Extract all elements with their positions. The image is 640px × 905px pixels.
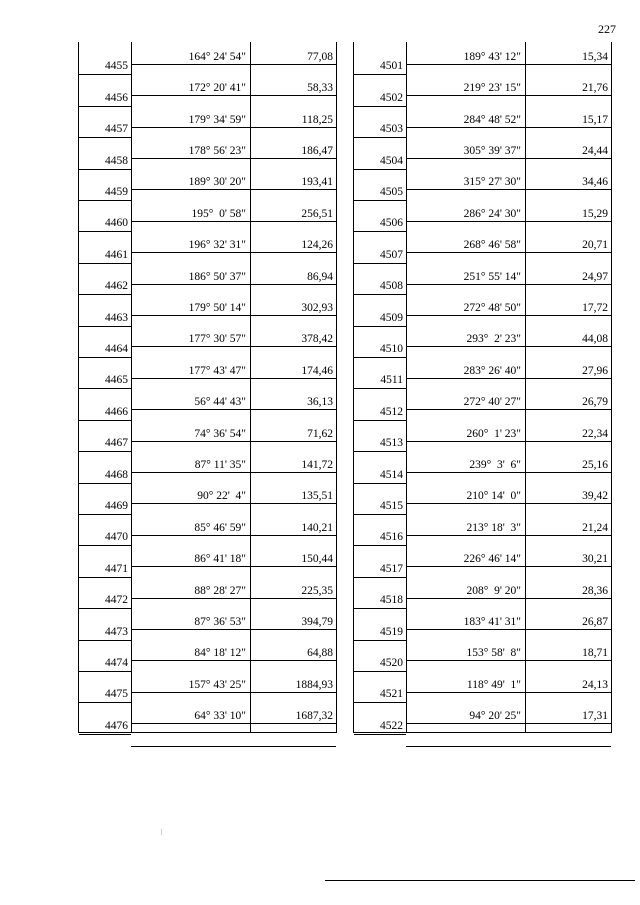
point-row-rule [79, 200, 131, 201]
point-number: 4501 [380, 60, 403, 73]
segment-row-rule [131, 723, 336, 724]
distance-value: 302,93 [301, 301, 333, 314]
point-number: 4505 [380, 186, 403, 198]
angle-value: 286° 24' 30" [463, 207, 521, 220]
distance-value: 186,47 [301, 144, 333, 157]
point-row-rule [354, 263, 406, 264]
point-row-rule [354, 608, 406, 609]
scan-mark [161, 829, 162, 835]
segment-row-rule [406, 503, 611, 504]
distance-value: 22,34 [582, 427, 608, 440]
point-row-rule [79, 640, 131, 641]
point-number: 4475 [105, 688, 128, 701]
angle-value: 189° 43' 12" [463, 50, 521, 63]
angle-value: 260° 1' 23" [466, 427, 521, 440]
segment-row-rule [131, 660, 336, 661]
point-row-rule [354, 702, 406, 703]
point-number: 4456 [105, 91, 128, 104]
segment-row-rule [131, 189, 336, 190]
angle-value: 196° 32' 31" [188, 239, 246, 252]
angle-value: 272° 48' 50" [463, 301, 521, 314]
angle-value: 177° 43' 47" [188, 364, 246, 377]
angle-value: 153° 58' 8" [466, 647, 521, 660]
angle-value: 90° 22' 4" [197, 490, 246, 503]
distance-value: 86,94 [307, 270, 333, 283]
point-number: 4509 [380, 311, 403, 324]
distance-value: 34,46 [582, 176, 608, 189]
point-row-rule [79, 608, 131, 609]
distance-value: 15,34 [582, 50, 608, 63]
segment-row-rule [131, 503, 336, 504]
segment-row-rule [131, 95, 336, 96]
point-row-rule [79, 545, 131, 546]
point-row-rule [354, 294, 406, 295]
point-row-rule [354, 451, 406, 452]
point-row-rule [79, 106, 131, 107]
point-row-rule [79, 514, 131, 515]
segment-row-rule [131, 64, 336, 65]
segment-row-rule [406, 284, 611, 285]
point-number: 4467 [105, 437, 128, 450]
footer-rule [325, 880, 635, 881]
point-number: 4513 [380, 437, 403, 450]
point-row-rule [354, 388, 406, 389]
point-number: 4522 [380, 719, 403, 732]
segment-row-rule [131, 566, 336, 567]
segment-row-rule [131, 221, 336, 222]
distance-value: 118,25 [301, 113, 333, 126]
distance-value: 24,44 [582, 144, 608, 157]
distance-value: 378,42 [301, 333, 333, 346]
point-number: 4469 [105, 500, 128, 512]
angle-value: 268° 46' 58" [463, 239, 521, 252]
point-number: 4457 [105, 123, 128, 136]
point-number: 4507 [380, 248, 403, 261]
segment-row-rule [131, 315, 336, 316]
angle-value: 94° 20' 25" [469, 710, 521, 723]
point-number: 4464 [105, 343, 128, 355]
angle-value: 239° 3' 6" [469, 458, 521, 471]
point-number: 4506 [380, 217, 403, 230]
segment-row-rule [131, 284, 336, 285]
segment-row-rule [131, 378, 336, 379]
point-row-rule [354, 326, 406, 327]
angle-value: 208° 9' 20" [466, 584, 521, 597]
point-row-rule [79, 326, 131, 327]
distance-value: 71,62 [307, 427, 333, 440]
distance-value: 24,97 [582, 270, 608, 283]
angle-value: 164° 24' 54" [188, 50, 246, 63]
distance-value: 135,51 [301, 490, 333, 503]
distance-value: 256,51 [301, 207, 333, 220]
distance-value: 77,08 [307, 50, 333, 63]
point-row-rule [79, 357, 131, 358]
point-number: 4520 [380, 657, 403, 669]
angle-value: 195° 0' 58" [191, 207, 246, 220]
angle-value: 219° 23' 15" [463, 82, 521, 95]
segment-row-rule [131, 535, 336, 536]
angle-value: 210° 14' 0" [466, 490, 521, 503]
angle-value: 74° 36' 54" [194, 427, 246, 440]
point-row-rule [354, 640, 406, 641]
distance-value: 44,08 [582, 333, 608, 346]
point-row-rule [354, 545, 406, 546]
point-number: 4460 [105, 217, 128, 230]
distance-value: 64,88 [307, 647, 333, 660]
point-row-rule [354, 106, 406, 107]
point-row-rule [79, 169, 131, 170]
distance-value: 1884,93 [295, 678, 333, 691]
distance-value: 15,17 [582, 113, 608, 126]
segment-row-rule [406, 535, 611, 536]
segment-row-rule [406, 746, 611, 747]
point-row-rule [79, 671, 131, 672]
point-row-rule [354, 483, 406, 484]
segment-row-rule [406, 315, 611, 316]
point-row-rule [79, 483, 131, 484]
point-row-rule [354, 671, 406, 672]
segment-row-rule [131, 441, 336, 442]
segment-row-rule [406, 158, 611, 159]
point-number: 4470 [105, 531, 128, 544]
point-number: 4504 [380, 154, 403, 167]
distance-value: 124,26 [301, 239, 333, 252]
angle-value: 186° 50' 37" [188, 270, 246, 283]
point-number: 4459 [105, 186, 128, 198]
point-row-rule [79, 702, 131, 703]
angle-value: 172° 20' 41" [188, 82, 246, 95]
distance-value: 27,96 [582, 364, 608, 377]
angle-value: 189° 30' 20" [188, 176, 246, 189]
angle-value: 305° 39' 37" [463, 144, 521, 157]
segment-row-rule [406, 441, 611, 442]
point-row-rule [79, 294, 131, 295]
point-row-rule [79, 231, 131, 232]
point-number: 4519 [380, 625, 403, 638]
angle-value: 315° 27' 30" [463, 176, 521, 189]
point-row-rule [79, 420, 131, 421]
point-number: 4516 [380, 531, 403, 544]
angle-value: 178° 56' 23" [188, 144, 246, 157]
segment-row-rule [406, 189, 611, 190]
point-row-rule [354, 74, 406, 75]
angle-value: 87° 36' 53" [194, 615, 246, 628]
point-number: 4463 [105, 311, 128, 324]
point-number: 4461 [105, 248, 128, 261]
segment-row-rule [131, 629, 336, 630]
point-row-rule [354, 514, 406, 515]
angle-value: 213° 18' 3" [466, 521, 521, 534]
segment-row-rule [406, 566, 611, 567]
point-number: 4466 [105, 405, 128, 418]
point-number: 4503 [380, 123, 403, 136]
distance-value: 21,24 [582, 521, 608, 534]
segment-row-rule [131, 692, 336, 693]
angle-value: 293° 2' 23" [466, 333, 521, 346]
angle-value: 88° 28' 27" [194, 584, 246, 597]
distance-value: 26,87 [582, 615, 608, 628]
point-row-rule [79, 577, 131, 578]
distance-value: 193,41 [301, 176, 333, 189]
distance-value: 26,79 [582, 396, 608, 409]
distance-value: 58,33 [307, 82, 333, 95]
distance-value: 17,31 [582, 710, 608, 723]
segment-row-rule [406, 692, 611, 693]
angle-value: 226° 46' 14" [463, 553, 521, 566]
distance-value: 20,71 [582, 239, 608, 252]
distance-value: 39,42 [582, 490, 608, 503]
point-number: 4473 [105, 625, 128, 638]
point-number: 4511 [380, 374, 403, 387]
distance-value: 21,76 [582, 82, 608, 95]
angle-value: 179° 50' 14" [188, 301, 246, 314]
distance-value: 24,13 [582, 678, 608, 691]
point-number: 4508 [380, 280, 403, 293]
distance-value: 174,46 [301, 364, 333, 377]
angle-value: 87° 11' 35" [194, 458, 246, 471]
segment-row-rule [131, 158, 336, 159]
segment-row-rule [406, 64, 611, 65]
segment-row-rule [131, 598, 336, 599]
segment-row-rule [131, 346, 336, 347]
distance-value: 36,13 [307, 396, 333, 409]
segment-row-rule [406, 660, 611, 661]
point-row-rule [354, 231, 406, 232]
point-number: 4512 [380, 405, 403, 418]
segment-row-rule [131, 252, 336, 253]
segment-row-rule [406, 221, 611, 222]
point-number: 4502 [380, 91, 403, 104]
angle-value: 86° 41' 18" [194, 553, 246, 566]
distance-value: 141,72 [301, 458, 333, 471]
distance-value: 15,29 [582, 207, 608, 220]
segment-row-rule [406, 127, 611, 128]
segment-row-rule [406, 598, 611, 599]
segment-row-rule [406, 378, 611, 379]
point-row-rule [354, 734, 406, 735]
segment-row-rule [131, 127, 336, 128]
angle-value: 283° 26' 40" [463, 364, 521, 377]
page-number: 227 [598, 22, 616, 36]
point-number: 4474 [105, 657, 128, 669]
point-number: 4518 [380, 594, 403, 607]
point-number: 4521 [380, 688, 403, 701]
point-row-rule [354, 169, 406, 170]
point-row-rule [79, 734, 131, 735]
angle-value: 56° 44' 43" [194, 396, 246, 409]
point-row-rule [354, 137, 406, 138]
segment-row-rule [406, 723, 611, 724]
point-number: 4462 [105, 280, 128, 293]
angle-value: 84° 18' 12" [194, 647, 246, 660]
point-row-rule [79, 451, 131, 452]
segment-row-rule [406, 346, 611, 347]
point-row-rule [79, 388, 131, 389]
distance-value: 30,21 [582, 553, 608, 566]
distance-value: 150,44 [301, 553, 333, 566]
point-row-rule [79, 137, 131, 138]
distance-value: 140,21 [301, 521, 333, 534]
segment-row-rule [406, 629, 611, 630]
angle-value: 272° 40' 27" [463, 396, 521, 409]
point-number: 4476 [105, 719, 128, 732]
angle-value: 118° 49' 1" [466, 678, 521, 691]
point-number: 4517 [380, 562, 403, 575]
point-row-rule [354, 577, 406, 578]
segment-row-rule [406, 252, 611, 253]
point-number: 4465 [105, 374, 128, 387]
point-number: 4472 [105, 594, 128, 607]
point-number: 4455 [105, 60, 128, 73]
angle-value: 157° 43' 25" [188, 678, 246, 691]
angle-value: 251° 55' 14" [463, 270, 521, 283]
angle-value: 183° 41' 31" [463, 615, 521, 628]
point-number: 4515 [380, 500, 403, 512]
point-row-rule [354, 420, 406, 421]
point-number: 4468 [105, 468, 128, 481]
distance-value: 1687,32 [295, 710, 333, 723]
segment-row-rule [406, 95, 611, 96]
point-row-rule [354, 200, 406, 201]
angle-value: 64° 33' 10" [194, 710, 246, 723]
segment-row-rule [131, 746, 336, 747]
point-row-rule [79, 263, 131, 264]
distance-value: 17,72 [582, 301, 608, 314]
distance-value: 18,71 [582, 647, 608, 660]
angle-value: 85° 46' 59" [194, 521, 246, 534]
point-number: 4514 [380, 468, 403, 481]
distance-value: 225,35 [301, 584, 333, 597]
segment-row-rule [406, 409, 611, 410]
distance-value: 25,16 [582, 458, 608, 471]
point-number: 4458 [105, 154, 128, 167]
distance-value: 394,79 [301, 615, 333, 628]
point-row-rule [79, 74, 131, 75]
point-row-rule [354, 357, 406, 358]
segment-row-rule [131, 409, 336, 410]
angle-value: 284° 48' 52" [463, 113, 521, 126]
segment-row-rule [131, 472, 336, 473]
coordinate-table-left [78, 42, 337, 733]
point-number: 4471 [105, 562, 128, 575]
coordinate-table-right [353, 42, 612, 733]
segment-row-rule [406, 472, 611, 473]
angle-value: 177° 30' 57" [188, 333, 246, 346]
angle-value: 179° 34' 59" [188, 113, 246, 126]
point-number: 4510 [380, 343, 403, 355]
distance-value: 28,36 [582, 584, 608, 597]
